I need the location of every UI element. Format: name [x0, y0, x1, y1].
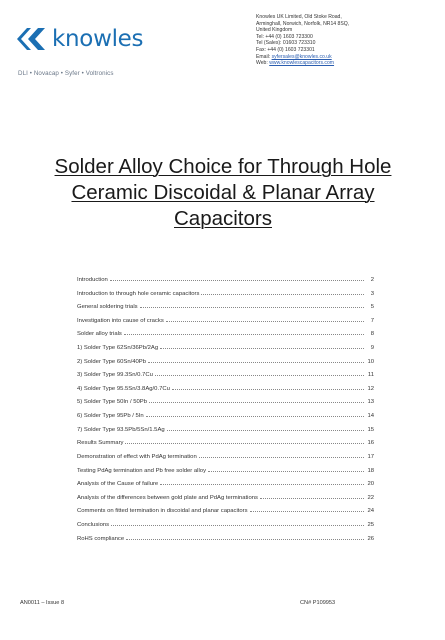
toc-entry-label: 5) Solder Type 50In / 50Pb — [77, 399, 147, 406]
toc-dot-leader — [126, 539, 364, 540]
toc-entry[interactable] — [77, 481, 374, 495]
toc-dot-leader — [166, 321, 364, 322]
email-label: Email: — [256, 53, 272, 60]
toc-entry-page: 18 — [367, 467, 374, 474]
address-line: Arminghall, Norwich, Norfolk, NR14 8SQ, — [256, 20, 350, 27]
toc-entry-label: Testing PdAg termination and Pb free solder alloy — [77, 467, 207, 474]
toc-entry-page: 16 — [367, 440, 374, 447]
toc-entry[interactable] — [77, 468, 374, 482]
toc-dot-leader — [260, 498, 364, 499]
address-line: Fax: +44 (0) 1603 723301 — [256, 46, 315, 53]
toc-entry-label: 2) Solder Type 60Sn/40Pb — [77, 358, 146, 365]
logo-wordmark: knowles — [52, 25, 144, 52]
toc-dot-leader — [111, 525, 364, 526]
toc-dot-leader — [201, 294, 364, 295]
toc-entry[interactable] — [77, 331, 374, 345]
toc-entry-page: 2 — [370, 277, 374, 283]
toc-entry-page: 10 — [367, 358, 374, 365]
company-logo — [14, 26, 143, 52]
toc-dot-leader — [160, 348, 364, 349]
email-link[interactable]: syfersales@knowles.co.uk — [271, 53, 332, 60]
toc-entry[interactable] — [77, 413, 374, 427]
toc-entry-page: 22 — [367, 494, 374, 501]
toc-dot-leader — [125, 443, 364, 444]
toc-entry-page: 26 — [367, 535, 374, 542]
address-line: Knowles UK Limited, Old Stoke Road, — [256, 14, 342, 20]
toc-entry-page: 13 — [367, 399, 374, 406]
toc-entry-label: General soldering trials — [77, 304, 138, 311]
toc-dot-leader — [250, 511, 364, 512]
toc-dot-leader — [149, 402, 364, 403]
toc-entry-label: Introduction to through hole ceramic capacitors — [77, 290, 200, 297]
toc-entry-page: 5 — [370, 304, 374, 311]
toc-entry-page: 14 — [367, 413, 374, 420]
toc-entry[interactable] — [77, 399, 374, 413]
toc-dot-leader — [167, 430, 364, 431]
toc-entry-label: 3) Solder Type 99.3Sn/0.7Cu — [77, 372, 153, 379]
toc-entry-page: 20 — [367, 481, 374, 488]
toc-entry-label: Introduction — [77, 277, 108, 283]
toc-entry-label: Analysis of the differences between gold plate and PdAg terminations — [77, 494, 258, 501]
toc-entry[interactable] — [77, 454, 374, 468]
web-link[interactable]: www.knowlescapacitors.com — [269, 60, 335, 67]
toc-entry[interactable] — [77, 522, 374, 536]
toc-entry[interactable] — [77, 536, 374, 550]
toc-dot-leader — [110, 280, 364, 281]
toc-entry-label: Analysis of the Cause of failure — [77, 481, 159, 488]
toc-entry-page: 15 — [367, 426, 374, 433]
toc-entry-label: 7) Solder Type 93.5Pb/5Sn/1.5Ag — [77, 426, 165, 433]
toc-entry-page: 7 — [370, 317, 374, 324]
toc-entry-page: 9 — [370, 345, 374, 352]
toc-entry[interactable] — [77, 440, 374, 454]
toc-entry[interactable] — [77, 291, 374, 305]
toc-entry[interactable] — [77, 277, 374, 291]
toc-entry[interactable] — [77, 345, 374, 359]
toc-dot-leader — [199, 457, 364, 458]
toc-entry[interactable] — [77, 318, 374, 332]
toc-entry[interactable] — [77, 359, 374, 373]
toc-entry[interactable] — [77, 386, 374, 400]
web-label: Web: — [256, 60, 270, 67]
document-title — [18, 154, 428, 232]
toc-dot-leader — [160, 484, 364, 485]
toc-entry[interactable] — [77, 372, 374, 386]
toc-entry-label: Demonstration of effect with PdAg termination — [77, 453, 197, 460]
toc-entry-label: Conclusions — [77, 521, 110, 528]
toc-dot-leader — [148, 362, 364, 363]
toc-entry[interactable] — [77, 508, 374, 522]
toc-entry-page: 3 — [370, 290, 374, 297]
brand-list: DLI • Novacap • Syfer • Voltronics — [18, 70, 114, 77]
toc-entry-label: 6) Solder Type 95Pb / 5In — [77, 413, 144, 420]
document-reference: AN0011 – Issue 8 — [20, 600, 65, 606]
toc-dot-leader — [146, 416, 364, 417]
title-line: Capacitors — [174, 207, 272, 230]
toc-entry-page: 12 — [367, 385, 374, 392]
toc-entry-label: Investigation into cause of cracks — [77, 317, 164, 324]
email-line — [256, 54, 436, 61]
title-line: Solder Alloy Choice for Through Hole — [54, 155, 392, 178]
change-number: CN# P109953 — [300, 600, 336, 606]
toc-entry-label: 1) Solder Type 62Sn/36Pb/2Ag — [77, 345, 159, 352]
toc-entry-label: 4) Solder Type 95.5Sn/3.8Ag/0.7Cu — [77, 385, 170, 392]
toc-dot-leader — [124, 334, 364, 335]
toc-dot-leader — [155, 375, 364, 376]
toc-entry-page: 17 — [367, 453, 374, 460]
table-of-contents — [77, 277, 374, 549]
toc-dot-leader — [172, 389, 364, 390]
toc-entry[interactable] — [77, 495, 374, 509]
company-address — [256, 14, 436, 67]
toc-dot-leader — [208, 471, 364, 472]
toc-entry-label: Results Summary — [77, 440, 124, 447]
toc-entry[interactable] — [77, 427, 374, 441]
toc-entry-page: 25 — [367, 521, 374, 528]
toc-entry[interactable] — [77, 304, 374, 318]
toc-dot-leader — [140, 307, 364, 308]
web-line — [256, 60, 436, 67]
toc-entry-page: 11 — [367, 372, 374, 379]
toc-entry-label: Solder alloy trials — [77, 331, 122, 338]
toc-entry-page: 24 — [367, 508, 374, 515]
address-line: United Kingdom — [256, 27, 293, 34]
toc-entry-page: 8 — [370, 331, 374, 338]
toc-entry-label: Comments on fitted termination in discoidal and planar capacitors — [77, 508, 248, 515]
toc-entry-label: RoHS compliance — [77, 535, 125, 542]
address-line: Tel: +44 (0) 1603 723300 — [256, 33, 313, 40]
address-line: Tel (Sales): 01603 723310 — [256, 40, 316, 47]
title-line: Ceramic Discoidal & Planar Array — [71, 181, 375, 204]
knowles-chevron-icon — [14, 26, 48, 52]
